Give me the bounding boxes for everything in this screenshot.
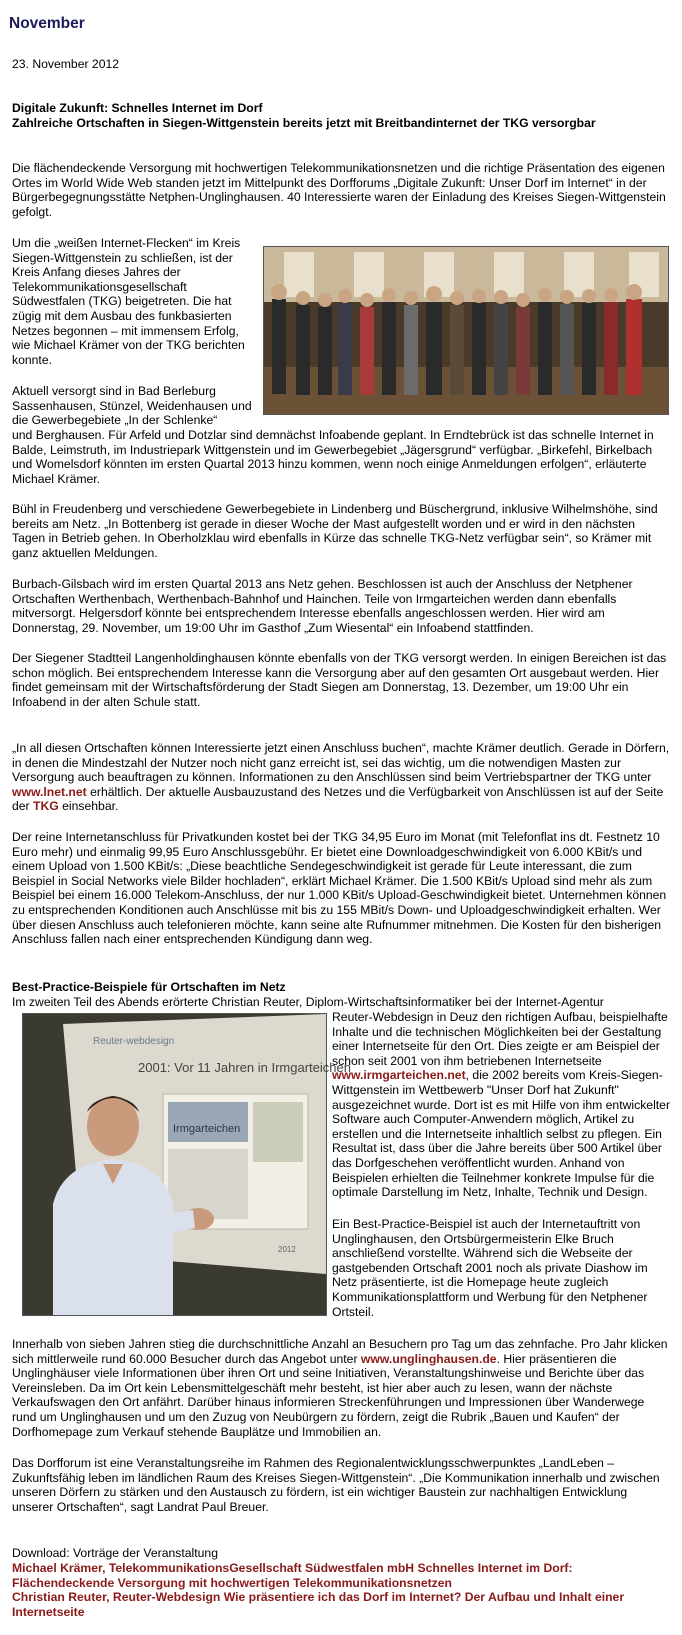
booking-text-mid: erhältlich. Der aktuelle Ausbauzustand des Netzes und die Verfügbarkeit von Anschlüssen ist auf der Seite der [12, 784, 664, 814]
slide-year: 2012 [278, 1245, 296, 1254]
best-practice-heading: Best-Practice-Beispiele für Ortschaften im Netz [12, 980, 286, 994]
paragraph-dorfforum: Das Dorfforum ist eine Veranstaltungsreihe im Rahmen des Regionalentwicklungsschwerpunktes „LandLeben – Zukunftsfähig leben im ländlichen Raum des Kreises Siegen-Wittgenstein“. „Die Kommunikation innerhalb und zwischen unseren Dörfern zu stärken und den Austausch zu fördern, ist ein wichtiger Baustein zur nachhaltigen Entwicklung unserer Ortschaften“, sagt Landrat Paul Breuer. [12, 1456, 660, 1514]
paragraph-locations-cont: und Berghausen. Für Arfeld und Dotzlar sind demnächst Infoabende geplant. In Erndtebrück ist das schnelle Internet in Balde, Leimstruth, im Industriepark Wittgenstein und im Gewerbegebiet „Jägersgrund“ verfügbar. „Birkefehl, Birkelbach und Womelsdorf könnten im ersten Quartal 2013 hinzu kommen, wenn noch einige Anmeldungen erfolgen“, erläuterte Michael Krämer. [12, 428, 654, 486]
paragraph-tkg-intro: Um die „weißen Internet-Flecken“ im Kreis Siegen-Wittgenstein zu schließen, ist der Kreis Anfang dieses Jahres der Telekommunikationsgesellschaft Südwestfalen (TKG) beigetreten. Die hat zügig mit dem Ausbau des funkbasierten Netzes begonnen – mit immensem Erfolg, wie Michael Krämer von der TKG berichten konnte. [12, 236, 245, 367]
paragraph-locations-start: Aktuell versorgt sind in Bad Berleburg Sassenhausen, Stünzel, Weidenhausen und die Gewerbegebiete „In der Schlenke“ [12, 384, 252, 428]
downloads-list [12, 1561, 672, 1619]
paragraph-intro: Die flächendeckende Versorgung mit hochwertigen Telekommunikationsnetzen und die richtige Präsentation des eigenen Ortes im World Wide Web standen jetzt im Mittelpunkt des Dorfforums „Digitale Zukunft: Unser Dorf im Internet“ in der Bürgerbegegnungsstätte Netphen-Unglinghausen. 40 Interessierte waren der Einladung des Kreises Siegen-Wittgenstein gefolgt. [12, 161, 666, 219]
paragraph-freudenberg: Bühl in Freudenberg und verschiedene Gewerbegebiete in Lindenberg und Büschergrund, inklusive Wilhelmshöhe, sind bereits am Netz. „In Bottenberg ist gerade in dieser Woche der Mast aufgestellt worden und er wird in den nächsten Tagen in Betrieb gehen. In Oberholzklau wird ebenfalls in Kürze das schnelle TKG-Netz verfügbar sein“, so Krämer mit ganz aktuellen Meldungen. [12, 502, 658, 560]
headline-subtitle: Zahlreiche Ortschaften in Siegen-Wittgenstein bereits jetzt mit Breitbandinternet der TKG versorgbar [12, 115, 596, 130]
group-photo [263, 246, 669, 415]
article-headline [12, 101, 672, 130]
reuter-text-end: , die 2002 bereits vom Kreis-Siegen-Wittgenstein im Wettbewerb "Unser Dorf hat Zukunft" ausgezeichnet wurde. Dort ist es mit Hilfe von ihm entwickelter Software auch Computer-Anwendern möglich, Artikel zu erstellen und die Internetseite inhaltlich selbst zu pflegen. Ein Resultat ist, dass über die Jahre bereits über 500 Artikel über das Dorfgeschehen veröffentlicht wurden. Anhand von Beispielen erhielten die Teilnehmer konkrete Impulse für die optimale Darstellung im Netz, Inhalte, Technik und Design. [332, 1068, 671, 1200]
irmgarteichen-link[interactable]: www.irmgarteichen.net [332, 1068, 466, 1083]
article-date: 23. November 2012 [12, 57, 120, 71]
visitors-text: Innerhalb von sieben Jahren stieg die durchschnittliche Anzahl an Besuchern pro Tag um das zehnfache. Pro Jahr klicken sich mittlerweile rund 60.000 Besucher durch das Angebot unter [12, 1337, 668, 1366]
paragraph-reuter-intro: Im zweiten Teil des Abends erörterte Christian Reuter, Diplom-Wirtschaftsinformatiker bei der Internet-Agentur [12, 995, 604, 1009]
downloads-label: Download: Vorträge der Veranstaltung [12, 1546, 218, 1560]
visitors-text-end: . Hier präsentieren die Unglinghäuser viele Informationen über ihren Ort und seine Initiativen, Veranstaltungshinweise und Berichte über das Vereinsleben. Da im Ort kein Lebensmittelgeschäft mehr besteht, ist hier aber auch zu lesen, wann der nächste Verkaufswagen den Ort anfährt. Darüber hinaus informieren Streckenführungen und Impressionen über Wanderwege rund um Unglinghausen und um den Zuzug von Neubürgern zu fördern, zeigt die Rubrik „Bauen und Kaufen“ der Dorfhomepage zum Verkauf stehende Bauplätze und Immobilien an. [12, 1351, 645, 1439]
tkg-link[interactable]: TKG [33, 799, 59, 814]
booking-text: „In all diesen Ortschaften können Interessierte jetzt einen Anschluss buchen“, machte Krämer deutlich. Gerade in Dörfern, in denen die Mindestzahl der Nutzer noch nicht ganz erreicht ist, sei das wichtig, um die notwendigen Masten zur Versorgung auch beauftragen zu können. Informationen zu den Anschlüssen sind beim Vertriebspartner der TKG unter [12, 741, 670, 785]
paragraph-visitors [12, 1337, 670, 1439]
paragraph-burbach: Burbach-Gilsbach wird im ersten Quartal 2013 ans Netz gehen. Beschlossen ist auch der Anschluss der Netphener Ortschaften Werthenbach, Werthenbach-Bahnhof und Hainchen. Teile von Irmgarteichen werden dann ebenfalls mitversorgt. Helgersdorf könnte bei entsprechendem Interesse ebenfalls angeschlossen werden. Hier wird am Donnerstag, 29. November, um 19:00 Uhr im Gasthof „Zum Wiesental“ ein Infoabend stattfinden. [12, 577, 633, 635]
booking-text-end: einsehbar. [58, 799, 119, 814]
download-reuter-link[interactable]: Christian Reuter, Reuter-Webdesign Wie präsentiere ich das Dorf im Internet? Der Aufbau und Inhalt einer Internetseite [12, 1590, 625, 1619]
unglinghausen-link[interactable]: www.unglinghausen.de [360, 1351, 497, 1366]
slide-title: 2001: Vor 11 Jahren in Irmgarteichen [138, 1060, 351, 1075]
slide-brand: Reuter-webdesign [93, 1036, 175, 1047]
paragraph-langenholdinghausen: Der Siegener Stadtteil Langenholdinghausen könnte ebenfalls von der TKG versorgt werden. In einigen Bereichen ist das schon möglich. Bei entsprechendem Interesse kann die Versorgung aber auf den gesamten Ort ausgebaut werden. Hier findet gemeinsam mit der Wirtschaftsförderung der Stadt Siegen am Donnerstag, 13. Dezember, um 19:00 Uhr ein Infoabend in der alten Schule statt. [12, 651, 667, 709]
presenter-photo-image [23, 1014, 351, 1315]
headline-title: Digitale Zukunft: Schnelles Internet im Dorf [12, 101, 263, 115]
paragraph-reuter [332, 1010, 672, 1200]
reuter-text: Reuter-Webdesign in Deuz den richtigen Aufbau, beispielhafte Inhalte und die technischen Möglichkeiten bei der Gestaltung einer Internetseite für den Ort. Dies zeigte er am Beispiel der schon seit 2001 von ihm betriebenen Internetseite [332, 1010, 668, 1068]
group-photo-image [264, 247, 668, 414]
download-kraemer-link[interactable]: Michael Krämer, TelekommunikationsGesellschaft Südwestfalen mbH Schnelles Internet im Dorf: Flächendeckende Versorgung mit hochwertigen Telekommunikationsnetzen [12, 1561, 573, 1590]
paragraph-pricing: Der reine Internetanschluss für Privatkunden kostet bei der TKG 34,95 Euro im Monat (mit Telefonflat ins dt. Festnetz 10 Euro mehr) und einmalig 99,95 Euro Anschlussgebühr. Er bietet eine Downloadgeschwindigkeit von 6.000 KBit/s und einem Upload von 1.500 KBit/s: „Diese beachtliche Sendegeschwindigkeit ist gerade für Leute interessant, die zum Beispiel in Social Networks viele Bilder hochladen“, erklärt Michael Krämer. Die 1.500 KBit/s Upload sind mehr als zum Beispiel bei einem 16.000 Telekom-Anschluss, der nur 1.000 KBit/s Upload-Geschwindigkeit bietet. Unternehmen können zu entsprechenden Konditionen auch Anschlüsse mit bis zu 155 MBit/s Down- und Uploadgeschwindigkeit erhalten. Wer über diesen Anschluss auch telefonieren möchte, kann seine alte Rufnummer mitnehmen. Die Kosten für den bisherigen Anschluss fallen nach einer entsprechenden Kündigung dann weg. [12, 830, 667, 947]
presenter-photo [22, 1013, 351, 1316]
lnet-link[interactable]: www.lnet.net [12, 784, 87, 799]
slide-site-title: Irmgarteichen [173, 1123, 241, 1135]
month-heading: November [9, 15, 85, 32]
paragraph-booking [12, 741, 670, 814]
paragraph-unglinghausen: Ein Best-Practice-Beispiel ist auch der Internetauftritt von Unglinghausen, den Ortsbürgermeisterin Elke Bruch anschließend vorstellte. Während sich die Webseite der gastgebenden Ortschaft 2001 noch als private Diashow im Netz präsentierte, ist die Homepage heute zugleich Kommunikationsplattform und Werbung für den Netphener Ortsteil. [332, 1217, 648, 1319]
